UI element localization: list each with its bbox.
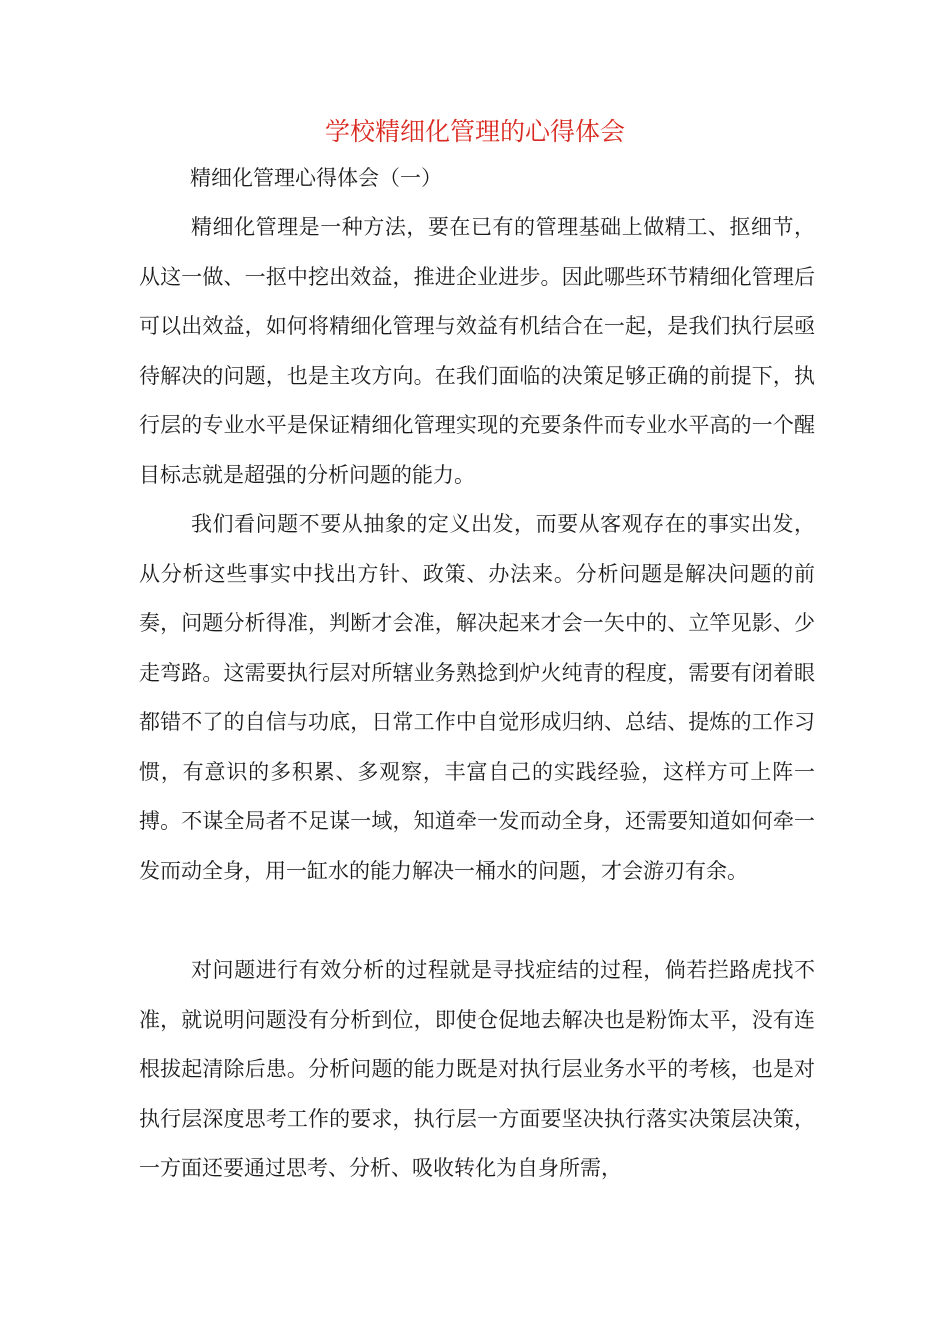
paragraph-2: 我们看问题不要从抽象的定义出发，而要从客观存在的事实出发，从分析这些事实中找出方针、政策、办法来。分析问题是解决问题的前奏，问题分析得准，判断才会准，解决起来才会一矢中的、立竿见影、少走弯路。这需要执行层对所辖业务熟捻到炉火纯青的程度，需要有闭着眼都错不了的自信与功底，日常工作中自觉形成归纳、总结、提炼的工作习惯，有意识的多积累、多观察，丰富自己的实践经验，这样方可上阵一搏。不谋全局者不足谋一域，知道牵一发而动全身，还需要知道如何牵一发而动全身，用一缸水的能力解决一桶水的问题，才会游刃有余。 — [139, 512, 815, 883]
section-subtitle: 精细化管理心得体会（一） — [190, 166, 442, 190]
paragraph-3: 对问题进行有效分析的过程就是寻找症结的过程，倘若拦路虎找不准，就说明问题没有分析到位，即使仓促地去解决也是粉饰太平，没有连根拔起清除后患。分析问题的能力既是对执行层业务水平的考核，也是对执行层深度思考工作的要求，执行层一方面要坚决执行落实决策层决策，一方面还要通过思考、分析、吸收转化为自身所需， — [139, 958, 815, 1180]
paragraph-1: 精细化管理是一种方法，要在已有的管理基础上做精工、抠细节，从这一做、一抠中挖出效益，推进企业进步。因此哪些环节精细化管理后可以出效益，如何将精细化管理与效益有机结合在一起，是我们执行层亟待解决的问题，也是主攻方向。在我们面临的决策足够正确的前提下，执行层的专业水平是保证精细化管理实现的充要条件而专业水平高的一个醒目标志就是超强的分析问题的能力。 — [139, 215, 815, 487]
document-title: 学校精细化管理的心得体会 — [324, 117, 625, 146]
